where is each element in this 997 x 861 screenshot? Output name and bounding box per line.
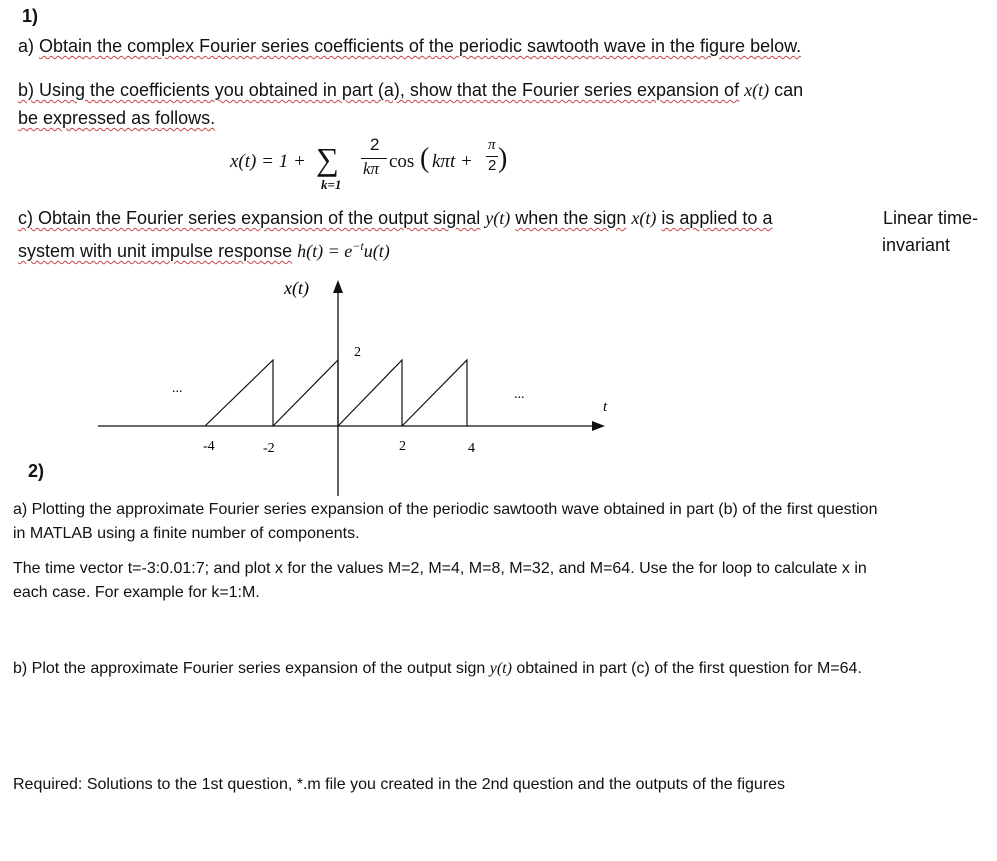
q2-timevector-line2: each case. For example for k=1:M. <box>13 584 260 601</box>
y-axis-label: x(t) <box>284 278 309 298</box>
ellipsis-right: ... <box>514 387 525 402</box>
q1c-impulse-u: u(t) <box>363 241 390 261</box>
q1c-text-4: system with unit impulse response <box>18 241 293 261</box>
ellipsis-left: ... <box>172 381 183 396</box>
eq-sigma: ∑ <box>316 141 339 177</box>
q2b-text-2: obtained in part (c) of the first question for M=64. <box>516 660 862 677</box>
tick-label: -2 <box>263 441 275 456</box>
q1b-var-x: x(t) <box>744 80 770 100</box>
q1c-var-y: y(t) <box>485 208 511 228</box>
tick-label: 4 <box>468 441 475 456</box>
q2b-line <box>13 658 862 680</box>
tick-label: -4 <box>203 439 215 454</box>
q1c-var-x: x(t) <box>631 208 657 228</box>
q1b-text-3: be expressed as follows. <box>18 108 216 128</box>
eq-paren-close: ) <box>498 143 508 174</box>
q2a-line1: a) Plotting the approximate Fourier series expansion of the periodic sawtooth wave obtained in part (b) of the first question <box>13 501 878 518</box>
q2-number: 2) <box>28 461 45 481</box>
q2a-line2: in MATLAB using a finite number of components. <box>13 525 360 542</box>
eq-denominator: kπ <box>363 159 380 178</box>
q1b-text-2: can <box>774 80 804 100</box>
eq-lhs: x(t) = 1 + <box>230 151 306 172</box>
sawtooth-period-2 <box>273 360 338 426</box>
q1b-text-1: b) Using the coefficients you obtained in part (a), show that the Fourier series expansion of <box>18 80 740 100</box>
q1c-text-1: c) Obtain the Fourier series expansion of the output signal <box>18 208 481 228</box>
sawtooth-period-4 <box>402 360 467 426</box>
q2-timevector-line1: The time vector t=-3:0.01:7; and plot x for the values M=2, M=4, M=8, M=32, and M=64. Use the for loop to calculate x in <box>13 560 867 577</box>
q1c-text-3: is applied to a <box>661 208 773 228</box>
y-axis-arrow <box>333 280 343 293</box>
eq-sigma-sub: k=1 <box>321 177 342 192</box>
q2b-text-1: b) Plot the approximate Fourier series expansion of the output sign <box>13 660 486 677</box>
q1a-label: a) <box>18 36 35 56</box>
x-axis-arrow <box>592 421 605 431</box>
q2b-var-y: y(t) <box>489 660 512 677</box>
x-axis-label: t <box>603 399 608 415</box>
q1c-right1: Linear time- <box>883 208 979 228</box>
q1c-impulse-h: h(t) = e <box>297 241 353 261</box>
eq-paren-open: ( <box>420 143 430 174</box>
peak-label: 2 <box>354 345 361 360</box>
eq-pi: π <box>488 137 496 153</box>
sawtooth-period-1 <box>205 360 273 426</box>
required-note: Required: Solutions to the 1st question, *.m file you created in the 2nd question and the outputs of the figures <box>13 776 786 793</box>
eq-cos: cos <box>389 151 415 172</box>
q1c-right2: invariant <box>882 235 951 255</box>
q1-number: 1) <box>22 6 39 26</box>
eq-two: 2 <box>488 157 497 174</box>
eq-numerator: 2 <box>370 135 380 154</box>
eq-arg: kπt + <box>432 151 473 172</box>
sawtooth-period-3 <box>338 360 402 426</box>
tick-label: 2 <box>399 439 406 454</box>
q1c-impulse-exp: −t <box>352 239 364 253</box>
q1a-text: Obtain the complex Fourier series coefficients of the periodic sawtooth wave in the figure below. <box>39 36 802 56</box>
q1c-text-2: when the sign <box>515 208 627 228</box>
